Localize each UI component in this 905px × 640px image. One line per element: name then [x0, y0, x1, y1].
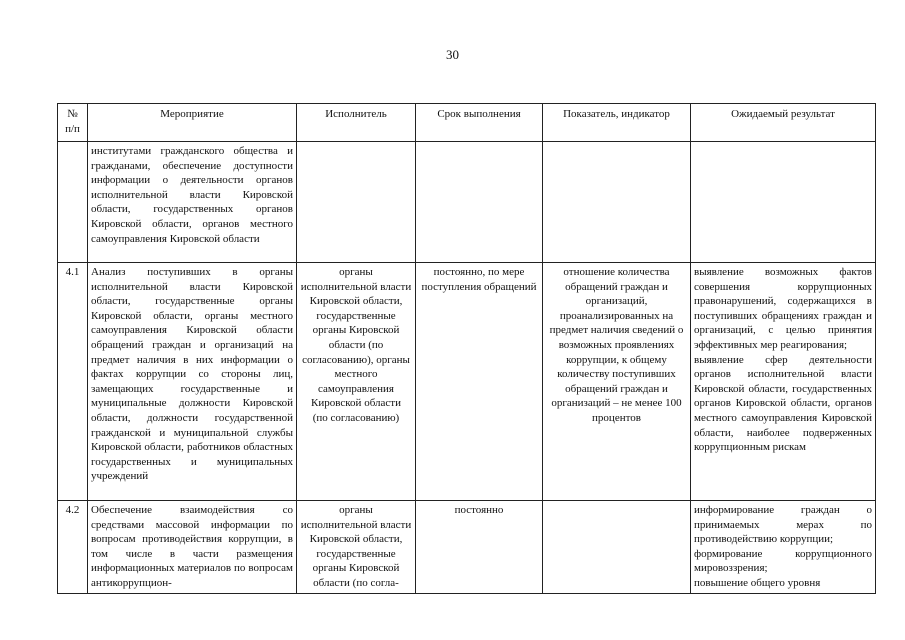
cell-executor: органы исполнительной власти Кировской области, государственные органы Кировской области (по согласованию), органы местного самоуправления Кировской области (по согласованию)	[297, 263, 416, 501]
cell-activity: Анализ поступивших в органы исполнительной власти Кировской области, государственные органы Кировской области, органы местного самоуправления Кировской области обращений граждан и организаций на предмет наличия в них информации о фактах коррупции со стороны лиц, замещающих государственные и муниципальные должности Кировской области, должности государственной гражданской и муниципальной службы Кировской области, работников областных государственных и муниципальных учреждений	[88, 263, 297, 501]
cell-result: информирование граждан о принимаемых мерах по противодействию коррупции; формирование коррупционного мировоззрения; повышение общего уровня	[691, 501, 876, 594]
cell-num	[58, 142, 88, 263]
page-number: 30	[446, 47, 459, 62]
table-header-row	[58, 104, 876, 142]
cell-executor: органы исполнительной власти Кировской области, государственные органы Кировской области (по согла-	[297, 501, 416, 594]
header-activity: Мероприятие	[88, 104, 297, 142]
cell-activity: Обеспечение взаимодействия со средствами массовой информации по вопросам противодействия коррупции, в том числе в части размещения информационных материалов по вопросам антикоррупцион-	[88, 501, 297, 594]
header-indicator: Показатель, индикатор	[543, 104, 691, 142]
cell-num: 4.1	[58, 263, 88, 501]
cell-num: 4.2	[58, 501, 88, 594]
cell-activity: институтами гражданского общества и гражданами, обеспечение доступности информации о деятельности органов исполнительной власти Кировской области, государственных органов Кировской области, органов местного самоуправления Кировской области	[88, 142, 297, 263]
table-row	[58, 501, 876, 594]
table-row	[58, 142, 876, 263]
cell-indicator	[543, 142, 691, 263]
cell-executor	[297, 142, 416, 263]
cell-deadline	[416, 142, 543, 263]
cell-indicator: отношение количества обращений граждан и организаций, проанализированных на предмет наличия сведений о возможных проявлениях коррупции, к общему количеству поступивших обращений граждан и организаций – не менее 100 процентов	[543, 263, 691, 501]
cell-deadline: постоянно	[416, 501, 543, 594]
cell-result: выявление возможных фактов совершения коррупционных правонарушений, содержащихся в поступивших обращениях граждан и организаций, с целью принятия эффективных мер реагирования; выявление сфер деятельности органов исполнительной власти Кировской области, государственных органов Кировской области, органов местного самоуправления Кировской области, наиболее подверженных коррупционным рискам	[691, 263, 876, 501]
cell-deadline: постоянно, по мере поступления обращений	[416, 263, 543, 501]
header-deadline: Срок выполнения	[416, 104, 543, 142]
header-num: № п/п	[58, 104, 88, 142]
table-row	[58, 263, 876, 501]
header-result: Ожидаемый результат	[691, 104, 876, 142]
cell-result	[691, 142, 876, 263]
header-executor: Исполнитель	[297, 104, 416, 142]
cell-indicator	[543, 501, 691, 594]
measures-table	[57, 103, 876, 594]
